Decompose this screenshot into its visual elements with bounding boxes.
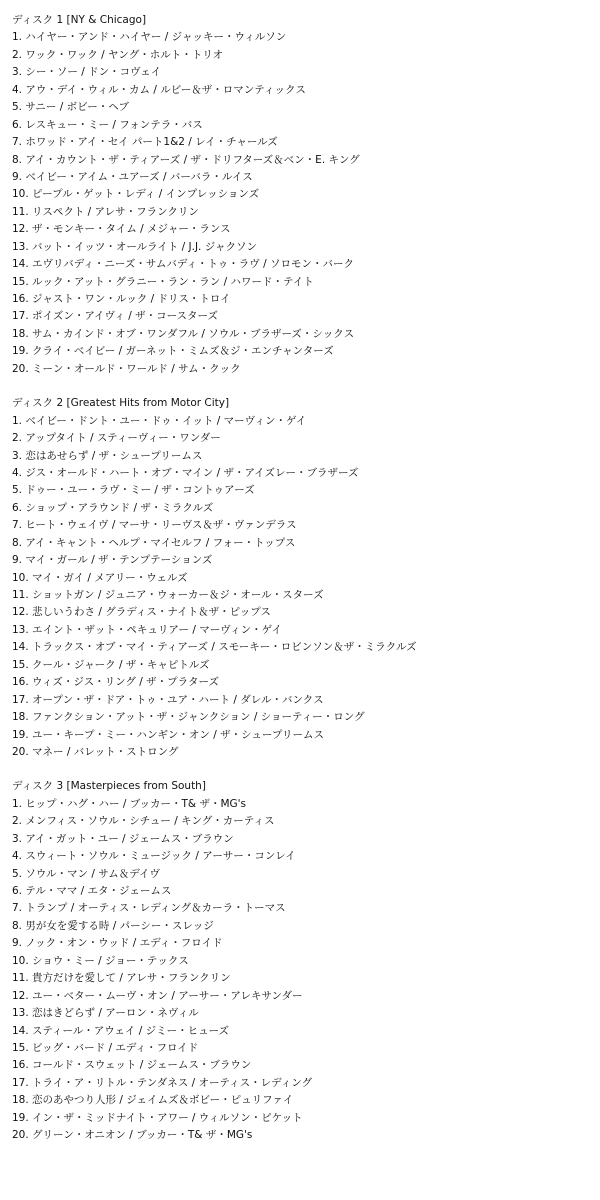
disc-title: ディスク 1 [NY & Chicago] xyxy=(12,14,147,26)
track-item: 14. スティール・アウェイ / ジミー・ヒューズ xyxy=(12,1024,230,1037)
track-item: 4. スウィート・ソウル・ミュージック / アーサー・コンレイ xyxy=(12,850,296,863)
disc-3-section xyxy=(12,778,592,1144)
track-item: 17. トライ・ア・リトル・テンダネス / オーティス・レディング xyxy=(12,1076,313,1089)
track-item: 16. ジャスト・ワン・ルック / ドリス・トロイ xyxy=(12,293,231,305)
track-item: 5. サニー / ボビー・ヘブ xyxy=(12,101,129,114)
track-item: 3. シー・ソー / ドン・コヴェイ xyxy=(12,66,162,79)
track-item: 9. ベイビー・アイム・ユアーズ / バーバラ・ルイス xyxy=(12,170,253,183)
track-item: 10. マイ・ガイ / メアリー・ウェルズ xyxy=(12,571,188,584)
track-item: 6. レスキュー・ミー / フォンテラ・バス xyxy=(12,118,203,131)
track-item: 5. ソウル・マン / サム＆デイヴ xyxy=(12,867,160,880)
track-item: 1. ハイヤー・アンド・ハイヤー / ジャッキー・ウィルソン xyxy=(12,31,287,44)
track-list xyxy=(12,413,592,762)
track-item: 1. ベイビー・ドント・ユー・ドゥ・イット / マーヴィン・ゲイ xyxy=(12,414,307,427)
track-item: 3. アイ・ガット・ユー / ジェームス・ブラウン xyxy=(12,832,234,845)
track-item: 1. ヒップ・ハグ・ハー / ブッカー・T& ザ・MG's xyxy=(12,797,247,810)
track-item: 13. エイント・ザット・ペキュリアー / マーヴィン・ゲイ xyxy=(12,623,282,636)
track-item: 18. ファンクション・アット・ザ・ジャンクション / ショーティー・ロング xyxy=(12,711,365,724)
track-item: 14. トラックス・オブ・マイ・ティアーズ / スモーキー・ロビンソン＆ザ・ミラクルズ xyxy=(12,641,417,654)
track-item: 17. ポイズン・アイヴィ / ザ・コースターズ xyxy=(12,310,219,323)
track-list xyxy=(12,29,592,378)
disc-1-section xyxy=(12,12,592,378)
track-item: 14. エヴリバディ・ニーズ・サムバディ・トゥ・ラヴ / ソロモン・バーク xyxy=(12,258,354,271)
disc-title: ディスク 2 [Greatest Hits from Motor City] xyxy=(12,397,230,410)
track-item: 3. 恋はあせらず / ザ・シュープリームス xyxy=(12,449,203,462)
track-item: 19. ユー・キープ・ミー・ハンギン・オン / ザ・シュープリームス xyxy=(12,728,324,741)
track-item: 15. ビッグ・バード / エディ・フロイド xyxy=(12,1041,199,1054)
track-item: 7. ヒート・ウェイヴ / マーサ・リーヴス＆ザ・ヴァンデラス xyxy=(12,519,297,532)
tracklist xyxy=(12,12,592,1145)
track-item: 18. 恋のあやつり人形 / ジェイムズ＆ボビー・ピュリファイ xyxy=(12,1094,294,1107)
track-item: 13. バット・イッツ・オールライト / J.J. ジャクソン xyxy=(12,240,258,253)
track-list xyxy=(12,796,592,1145)
track-item: 6. テル・ママ / エタ・ジェームス xyxy=(12,885,172,897)
track-item: 15. クール・ジャーク / ザ・キャピトルズ xyxy=(12,658,210,671)
track-item: 19. イン・ザ・ミッドナイト・アワー / ウィルソン・ピケット xyxy=(12,1111,303,1124)
track-item: 7. ホワッド・アイ・セイ パート1&2 / レイ・チャールズ xyxy=(12,136,278,149)
track-item: 4. アウ・デイ・ウィル・カム / ルビー＆ザ・ロマンティックス xyxy=(12,83,306,96)
track-item: 9. マイ・ガール / ザ・テンプテーションズ xyxy=(12,554,213,567)
track-item: 9. ノック・オン・ウッド / エディ・フロイド xyxy=(12,937,223,950)
track-item: 4. ジス・オールド・ハート・オブ・マイン / ザ・アイズレー・ブラザーズ xyxy=(12,466,359,479)
track-item: 11. ショットガン / ジュニア・ウォーカー＆ジ・オール・スターズ xyxy=(12,589,324,601)
track-item: 10. ショウ・ミー / ジョー・テックス xyxy=(12,954,189,967)
track-item: 8. アイ・キャント・ヘルプ・マイセルフ / フォー・トップス xyxy=(12,536,296,549)
track-item: 17. オープン・ザ・ドア・トゥ・ユア・ハート / ダレル・バンクス xyxy=(12,693,324,706)
track-item: 16. ウィズ・ジス・リング / ザ・プラターズ xyxy=(12,676,219,689)
track-item: 8. 男が女を愛する時 / パーシー・スレッジ xyxy=(12,919,214,932)
track-item: 2. メンフィス・ソウル・シチュー / キング・カーティス xyxy=(12,815,275,828)
track-item: 2. アップタイト / スティーヴィー・ワンダー xyxy=(12,432,221,445)
track-item: 5. ドゥー・ユー・ラヴ・ミー / ザ・コントゥアーズ xyxy=(12,484,255,497)
track-item: 8. アイ・カウント・ザ・ティアーズ / ザ・ドリフターズ＆ベン・E. キング xyxy=(12,153,360,166)
track-item: 16. コールド・スウェット / ジェームス・ブラウン xyxy=(12,1059,252,1072)
track-item: 20. マネー / バレット・ストロング xyxy=(12,745,179,758)
track-item: 12. ユー・ベター・ムーヴ・オン / アーサー・アレキサンダー xyxy=(12,989,303,1002)
disc-title: ディスク 3 [Masterpieces from South] xyxy=(12,780,206,793)
track-item: 7. トランプ / オーティス・レディング＆カーラ・トーマス xyxy=(12,902,286,915)
track-item: 20. ミーン・オールド・ワールド / サム・クック xyxy=(12,362,241,375)
track-item: 12. ザ・モンキー・タイム / メジャー・ランス xyxy=(12,223,231,236)
track-item: 2. ワック・ワック / ヤング・ホルト・トリオ xyxy=(12,48,224,61)
disc-2-section xyxy=(12,395,592,761)
track-item: 18. サム・カインド・オブ・ワンダフル / ソウル・ブラザーズ・シックス xyxy=(12,327,355,340)
track-item: 13. 恋はきどらず / アーロン・ネヴィル xyxy=(12,1007,199,1020)
track-item: 10. ピープル・ゲット・レディ / インプレッションズ xyxy=(12,188,260,201)
track-item: 11. リスペクト / アレサ・フランクリン xyxy=(12,205,199,218)
track-item: 6. ショップ・アラウンド / ザ・ミラクルズ xyxy=(12,501,214,514)
track-item: 20. グリーン・オニオン / ブッカー・T& ザ・MG's xyxy=(12,1129,253,1142)
track-item: 15. ルック・アット・グラニー・ラン・ラン / ハワード・テイト xyxy=(12,275,314,288)
track-item: 12. 悲しいうわさ / グラディス・ナイト＆ザ・ピップス xyxy=(12,606,271,619)
track-item: 11. 貴方だけを愛して / アレサ・フランクリン xyxy=(12,972,231,985)
track-item: 19. クライ・ベイビー / ガーネット・ミムズ＆ジ・エンチャンターズ xyxy=(12,345,334,358)
